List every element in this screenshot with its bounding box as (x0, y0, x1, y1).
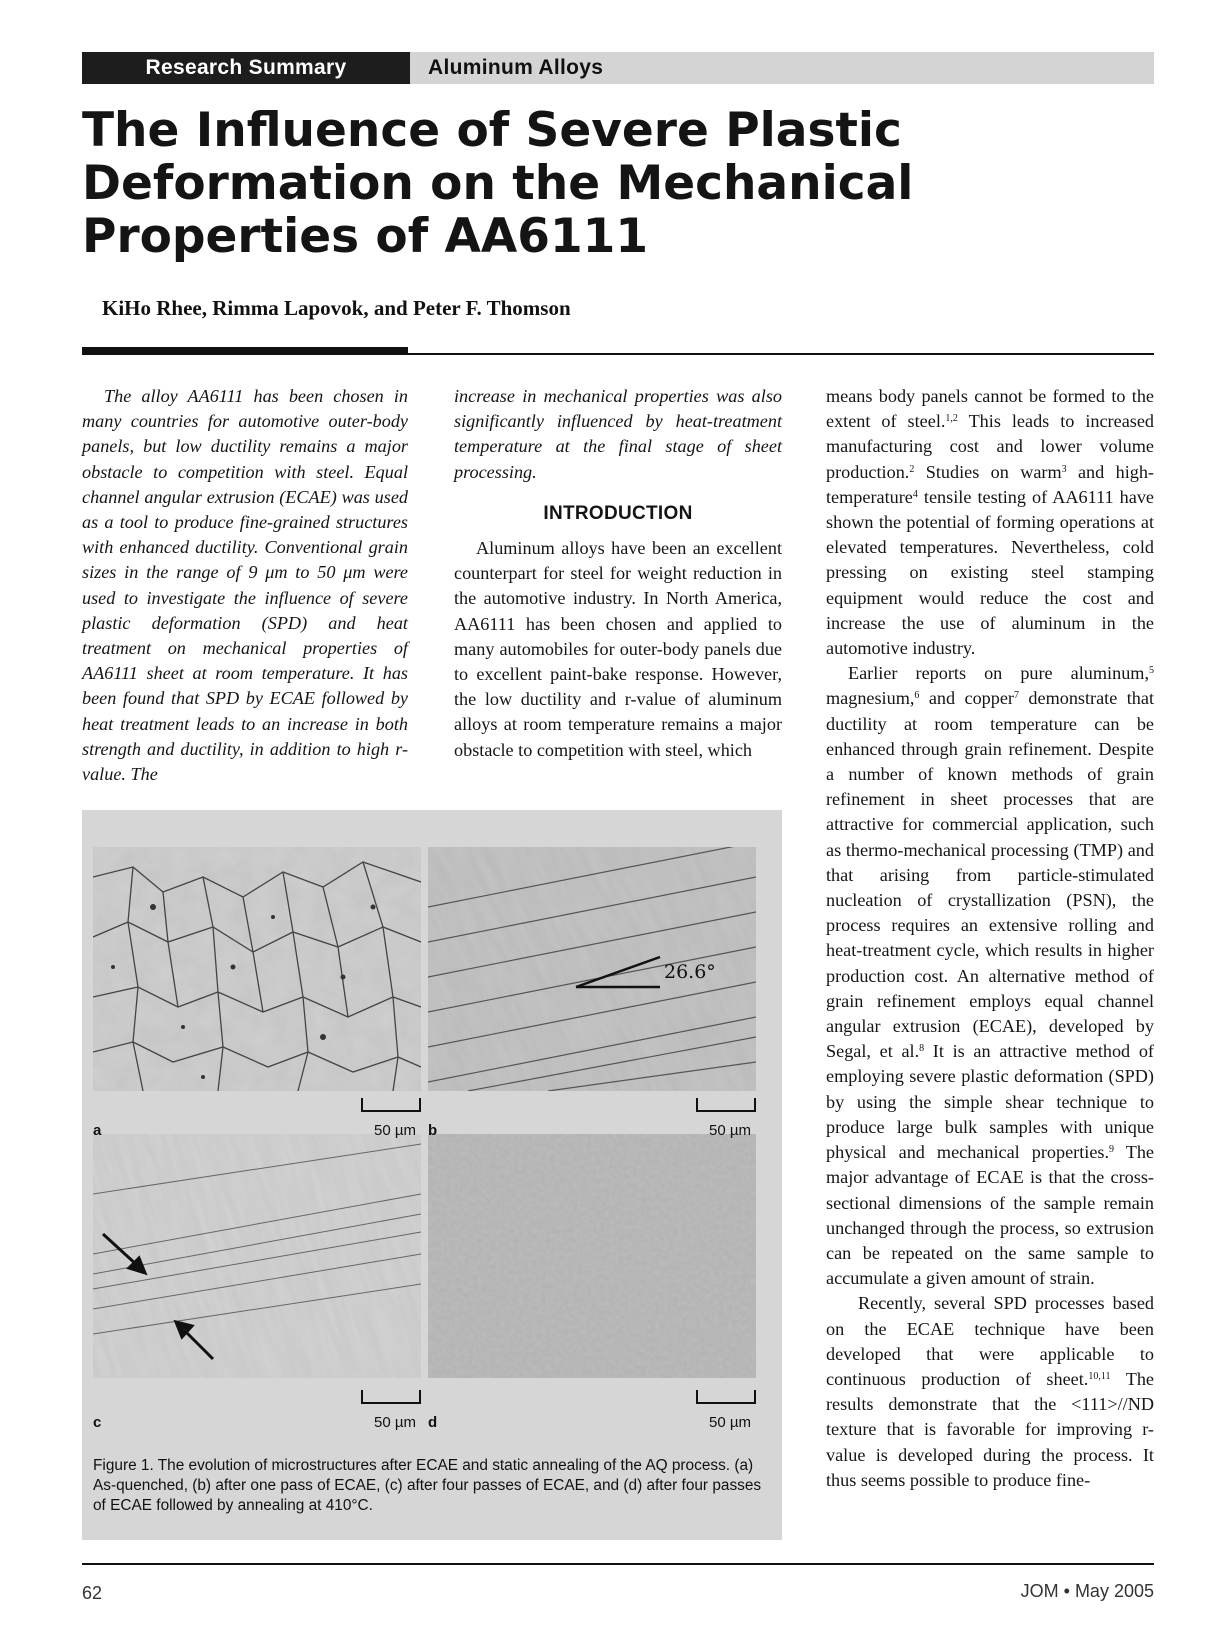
footer-rule (82, 1563, 1154, 1565)
ref-10-11: 10,11 (1088, 1370, 1111, 1382)
angle-label: 26.6° (664, 961, 716, 983)
topic-label: Aluminum Alloys (428, 56, 604, 79)
micrograph-b (428, 847, 756, 1091)
page-number: 62 (82, 1583, 103, 1603)
article-title: The Influence of Severe Plastic Deformation on the Mechanical Properties of AA6111 (82, 103, 914, 264)
scale-label-b: 50 µm (709, 1122, 751, 1139)
intro-paragraph-2: Earlier reports on pure aluminum,$^5$ magnesium,$^6$ and copper$^7$ demonstrate that ductility at room temperature can be enhanced through grain refinement. Despite a number of known methods of grain refinement in sheet processes that are attractive for commercial application, such as thermo-mechanical processing (TMP) and that arising from particle-stimulated nucleation of crystallization (PSN), the process requires an extensive rolling and heat-treatment cycle, which results in higher production cost. An alternative method of grain refinement employs equal channel angular extrusion (ECAE), developed by Segal, et al.$^8$ It is an attractive method of employing severe plastic deformation (SPD) by using the simple shear technique to produce large bulk samples with unique physical and mechanical properties.$^9$ The major advantage of ECAE is that the cross-sectional dimensions of the sample remain unchanged through the process, so extrusion can be repeated on the same sample to accumulate a given amount of strain. (826, 663, 1154, 1289)
ref-6: 6 (914, 690, 920, 702)
journal-issue: JOM • May 2005 (1020, 1581, 1154, 1601)
section-heading-introduction: INTRODUCTION (543, 502, 693, 524)
ref-1-2: 1,2 (945, 413, 958, 425)
scale-bar-c (361, 1390, 421, 1404)
scale-bar-d (696, 1390, 756, 1404)
micrograph-b-image (428, 847, 756, 1091)
scale-label-a: 50 µm (374, 1122, 416, 1139)
section-label: Research Summary (82, 52, 410, 84)
ref-4: 4 (912, 488, 918, 500)
panel-label-a: a (93, 1122, 102, 1139)
figure-caption: Figure 1. The evolution of microstructures after ECAE and static annealing of the AQ process. (a) As-quenched, (b) after one pass of ECAE, (c) after four passes of ECAE, and (d) after four passes of ECAE followed by annealing at 410°C. (93, 1457, 762, 1514)
intro-paragraph-1-cont: means body panels cannot be formed to the extent of steel.$^{1,2}$ This leads to increased manufacturing cost and lower volume production.$^2$ Studies on warm$^3$ and high-temperature$^4$ tensile testing of AA6111 have shown the potential of forming operations at elevated temperatures. Nevertheless, cold pressing on existing steel stamping equipment would reduce the cost and increase the use of aluminum in the automotive industry. (826, 386, 1155, 659)
ref-8: 8 (919, 1043, 925, 1055)
ref-5: 5 (1149, 665, 1154, 677)
panel-label-c: c (93, 1414, 102, 1431)
micrograph-c (93, 1134, 421, 1378)
panel-label-b: b (428, 1122, 438, 1139)
author-list: KiHo Rhee, Rimma Lapovok, and Peter F. Thomson (102, 296, 571, 320)
scale-label-d: 50 µm (709, 1414, 751, 1431)
abstract-part-2: increase in mechanical properties was also significantly influenced by heat-treatment temperature at the final stage of sheet processing. (454, 386, 782, 482)
column-3 (826, 384, 1154, 1493)
micrograph-d-image (428, 1134, 756, 1378)
intro-paragraph-1-start: Aluminum alloys have been an excellent counterpart for steel for weight reduction in the automotive industry. In North America, AA6111 has been chosen and applied to many automobiles for outer-body panels due to excellent paint-bake response. However, the low ductility and r-value of aluminum alloys at room temperature remains a major obstacle to competition with steel, which (454, 538, 782, 760)
column-1 (82, 384, 408, 787)
micrograph-a (93, 847, 421, 1091)
micrograph-d (428, 1134, 756, 1378)
ref-2: 2 (909, 463, 915, 475)
ref-7: 7 (1014, 690, 1019, 702)
panel-label-d: d (428, 1414, 438, 1431)
scale-label-c: 50 µm (374, 1414, 416, 1431)
ref-3: 3 (1061, 463, 1067, 475)
scale-bar-a (361, 1098, 421, 1112)
scale-bar-b (696, 1098, 756, 1112)
column-2 (454, 384, 782, 763)
title-rule-accent (82, 347, 408, 355)
figure-1 (82, 810, 782, 1540)
ref-9: 9 (1109, 1144, 1115, 1156)
section-header-bar (82, 52, 1154, 84)
intro-paragraph-3: Recently, several SPD processes based on the ECAE technique have been developed that were applicable to continuous production of sheet.$^{10,11}$ The results demonstrate that the <111>//ND texture that is favorable for improving r-value is developed during the process. It thus seems possible to produce fine- (826, 1293, 1155, 1490)
micrograph-c-image (93, 1134, 421, 1378)
abstract-part-1: The alloy AA6111 has been chosen in many countries for automotive outer-body panels, but low ductility remains a major obstacle to competition with steel. Equal channel angular extrusion (ECAE) was used as a tool to produce fine-grained structures with enhanced ductility. Conventional grain sizes in the range of 9 μm to 50 μm were used to investigate the influence of severe plastic deformation (SPD) and heat treatment on mechanical properties of AA6111 sheet at room temperature. It has been found that SPD by ECAE followed by heat treatment leads to an increase in both strength and ductility, in addition to high r-value. The (82, 386, 408, 785)
micrograph-a-image (93, 847, 421, 1091)
